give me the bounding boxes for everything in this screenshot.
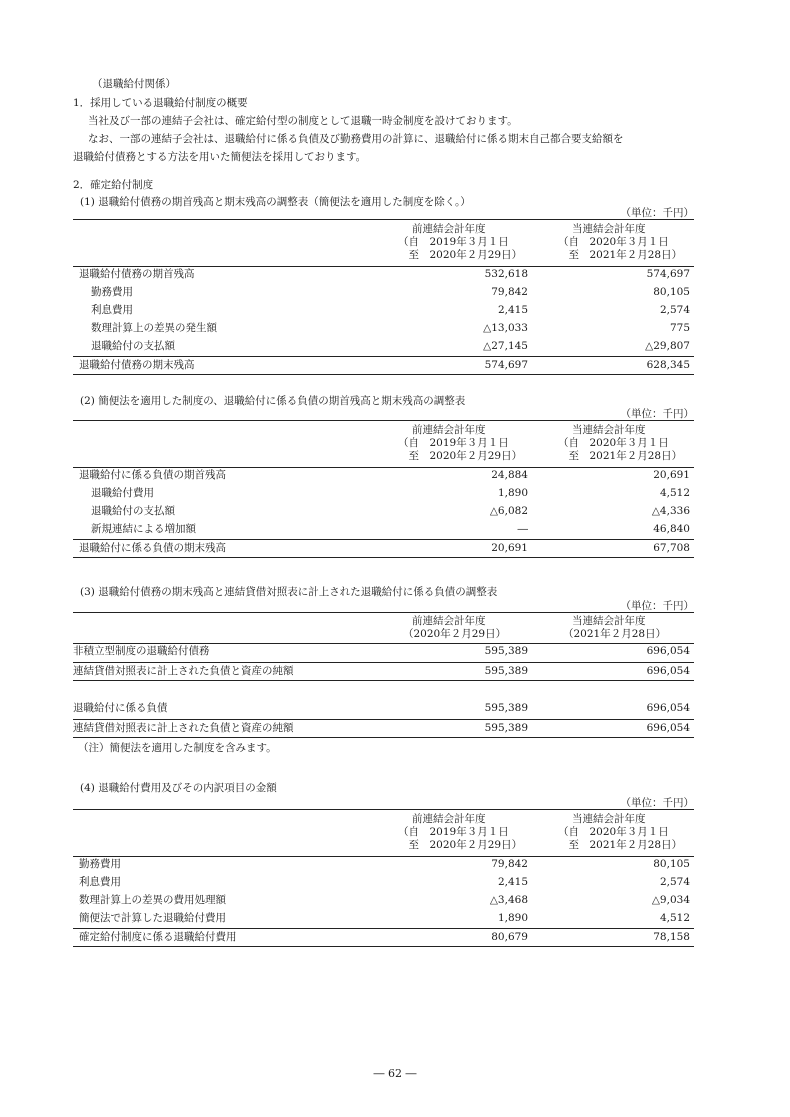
table3-col-prev: 前連結会計年度 （2020年２月29日） <box>403 615 507 640</box>
table-row: 退職給付に係る負債の期首残高 24,884 20,691 <box>79 469 690 481</box>
table2-unit: （単位：千円） <box>620 408 694 420</box>
table3-col-curr: 当連結会計年度 （2021年２月28日） <box>563 615 667 640</box>
heading-1: 1．採用している退職給付制度の概要 <box>73 97 248 109</box>
table4-title: (4) 退職給付費用及びその内訳項目の金額 <box>80 782 277 794</box>
table-row: 利息費用 2,415 2,574 <box>79 876 690 888</box>
table4-unit: （単位：千円） <box>620 797 694 809</box>
table2-title: (2) 簡便法を適用した制度の、退職給付に係る負債の期首残高と期末残高の調整表 <box>80 395 466 407</box>
table-row: 退職給付の支払額 △6,082 △4,336 <box>91 505 690 517</box>
table3-title: (3) 退職給付債務の期末残高と連結貸借対照表に計上された退職給付に係る負債の調整表 <box>80 586 498 598</box>
page-number: ― 62 ― <box>373 1067 417 1080</box>
table1-col-curr: 当連結会計年度 （自 2020年３月１日 至 2021年２月28日） <box>558 223 683 261</box>
table2-header <box>73 420 694 468</box>
table3-note: （注）簡便法を適用した制度を含みます。 <box>78 742 277 754</box>
table3-unit: （単位：千円） <box>620 600 694 612</box>
table-row: 簡便法で計算した退職給付費用 1,890 4,512 <box>79 912 690 924</box>
table4-col-prev: 前連結会計年度 （自 2019年３月１日 至 2020年２月29日） <box>398 813 523 851</box>
table-row: 勤務費用 79,842 80,105 <box>91 286 690 298</box>
table-row: 退職給付の支払額 △27,145 △29,807 <box>91 340 690 352</box>
table-row: 非積立型制度の退職給付債務 595,389 696,054 <box>73 645 690 657</box>
table-row-total: 退職給付債務の期末残高 574,697 628,345 <box>73 356 694 375</box>
table3-header <box>73 612 694 644</box>
table2-col-prev: 前連結会計年度 （自 2019年３月１日 至 2020年２月29日） <box>398 424 523 462</box>
table-row-total: 連結貸借対照表に計上された負債と資産の純額 595,389 696,054 <box>73 662 694 681</box>
table1-header <box>73 219 694 267</box>
table3 <box>73 598 694 758</box>
table-row: 退職給付債務の期首残高 532,618 574,697 <box>79 268 690 280</box>
paragraph-1: 当社及び一部の連結子会社は、確定給付型の制度として退職一時金制度を設けております。 <box>88 115 518 127</box>
table1-col-prev: 前連結会計年度 （自 2019年３月１日 至 2020年２月29日） <box>398 223 523 261</box>
table4 <box>73 795 694 955</box>
heading-2: 2．確定給付制度 <box>73 179 154 191</box>
table2-col-curr: 当連結会計年度 （自 2020年３月１日 至 2021年２月28日） <box>558 424 683 462</box>
paragraph-2a: なお、一部の連結子会社は、退職給付に係る負債及び勤務費用の計算に、退職給付に係る期末自己都合要支給額を <box>88 133 624 145</box>
table-row: 新規連結による増加額 ― 46,840 <box>91 523 690 535</box>
table-row: 勤務費用 79,842 80,105 <box>79 858 690 870</box>
table-row: 数理計算上の差異の費用処理額 △3,468 △9,034 <box>79 894 690 906</box>
table-row-total: 確定給付制度に係る退職給付費用 80,679 78,158 <box>73 928 694 947</box>
table1-unit: （単位：千円） <box>620 207 694 219</box>
table1-title: (1) 退職給付債務の期首残高と期末残高の調整表（簡便法を適用した制度を除く。） <box>80 196 471 208</box>
table4-col-curr: 当連結会計年度 （自 2020年３月１日 至 2021年２月28日） <box>558 813 683 851</box>
table-row: 退職給付に係る負債 595,389 696,054 <box>73 702 690 714</box>
table1 <box>73 205 694 375</box>
table-row: 利息費用 2,415 2,574 <box>91 304 690 316</box>
table-row-total: 退職給付に係る負債の期末残高 20,691 67,708 <box>73 539 694 558</box>
table2 <box>73 406 694 566</box>
table-row-total: 連結貸借対照表に計上された負債と資産の純額 595,389 696,054 <box>73 719 694 738</box>
table-row: 退職給付費用 1,890 4,512 <box>91 487 690 499</box>
section-title: （退職給付関係） <box>92 78 176 90</box>
table-row: 数理計算上の差異の発生額 △13,033 775 <box>91 322 690 334</box>
table4-header <box>73 809 694 857</box>
paragraph-2b: 退職給付債務とする方法を用いた簡便法を採用しております。 <box>73 151 367 163</box>
